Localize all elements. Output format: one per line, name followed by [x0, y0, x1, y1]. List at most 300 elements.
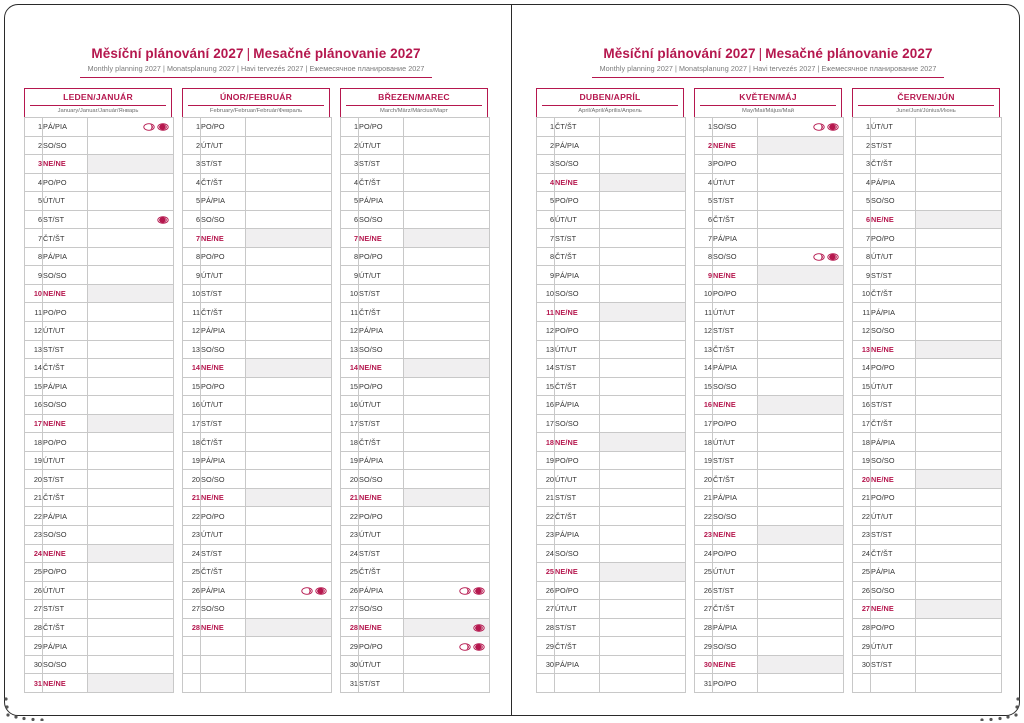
- day-name: ÚT/UT: [201, 526, 246, 545]
- day-name: SO/SO: [871, 322, 916, 341]
- day-note-field[interactable]: [246, 396, 332, 415]
- day-note-field[interactable]: [88, 229, 174, 248]
- day-note-field[interactable]: [600, 173, 686, 192]
- day-note-field[interactable]: [88, 396, 174, 415]
- day-name: ČT/ŠT: [871, 544, 916, 563]
- day-note-field[interactable]: [600, 488, 686, 507]
- table-row-empty: [537, 674, 686, 693]
- day-note-field[interactable]: [88, 618, 174, 637]
- day-note-field[interactable]: [88, 377, 174, 396]
- day-note-field[interactable]: [88, 414, 174, 433]
- day-note-field[interactable]: [404, 451, 490, 470]
- day-note-field[interactable]: [600, 377, 686, 396]
- day-note-field[interactable]: [916, 414, 1002, 433]
- table-row: [695, 136, 844, 155]
- day-number: 4: [25, 173, 43, 192]
- day-note-field[interactable]: [88, 173, 174, 192]
- day-note-field[interactable]: [916, 618, 1002, 637]
- day-note-field[interactable]: [88, 266, 174, 285]
- day-note-field[interactable]: [600, 284, 686, 303]
- day-note-field[interactable]: [88, 600, 174, 619]
- day-note-field[interactable]: [758, 229, 844, 248]
- day-note-field[interactable]: [916, 451, 1002, 470]
- day-note-field[interactable]: [600, 229, 686, 248]
- day-note-field[interactable]: [758, 284, 844, 303]
- table-row: [853, 266, 1002, 285]
- day-name: SO/SO: [359, 470, 404, 489]
- day-note-field[interactable]: [404, 600, 490, 619]
- day-number: 4: [537, 173, 555, 192]
- day-note-field[interactable]: [246, 507, 332, 526]
- day-note-field[interactable]: [758, 618, 844, 637]
- day-number: 7: [25, 229, 43, 248]
- day-note-field[interactable]: [88, 470, 174, 489]
- day-note-field[interactable]: [758, 451, 844, 470]
- day-note-field[interactable]: [916, 173, 1002, 192]
- table-row: [853, 377, 1002, 396]
- day-number: 18: [695, 433, 713, 452]
- day-number: 11: [853, 303, 871, 322]
- day-note-field[interactable]: [758, 322, 844, 341]
- day-note-field[interactable]: [246, 359, 332, 378]
- day-name: ÚT/UT: [713, 173, 758, 192]
- day-note-field[interactable]: [600, 655, 686, 674]
- day-note-field[interactable]: [600, 303, 686, 322]
- day-note-field[interactable]: [246, 470, 332, 489]
- day-note-field[interactable]: [404, 618, 490, 637]
- day-note-field[interactable]: [758, 396, 844, 415]
- day-note-field[interactable]: [916, 284, 1002, 303]
- day-note-field[interactable]: [600, 340, 686, 359]
- day-note-field[interactable]: [404, 526, 490, 545]
- day-note-field[interactable]: [246, 266, 332, 285]
- day-note-field[interactable]: [246, 563, 332, 582]
- day-note-field[interactable]: [88, 136, 174, 155]
- day-note-field[interactable]: [246, 303, 332, 322]
- day-note-field[interactable]: [404, 637, 490, 656]
- day-note-field[interactable]: [600, 451, 686, 470]
- day-number: 20: [183, 470, 201, 489]
- day-note-field[interactable]: [246, 655, 332, 674]
- day-note-field[interactable]: [404, 284, 490, 303]
- day-note-field[interactable]: [758, 118, 844, 137]
- day-note-field[interactable]: [88, 210, 174, 229]
- day-note-field[interactable]: [246, 488, 332, 507]
- table-row: [183, 507, 332, 526]
- title-divider-right: [592, 77, 944, 78]
- day-note-field[interactable]: [916, 526, 1002, 545]
- day-note-field[interactable]: [404, 155, 490, 174]
- day-note-field[interactable]: [88, 637, 174, 656]
- day-number: 10: [183, 284, 201, 303]
- day-name: PÁ/PIA: [43, 507, 88, 526]
- day-number: 3: [537, 155, 555, 174]
- day-note-field[interactable]: [246, 433, 332, 452]
- table-row: [183, 359, 332, 378]
- table-row: [25, 303, 174, 322]
- day-note-field[interactable]: [404, 118, 490, 137]
- table-row: [183, 544, 332, 563]
- day-number: 5: [25, 192, 43, 211]
- day-note-field[interactable]: [916, 155, 1002, 174]
- day-note-field[interactable]: [246, 192, 332, 211]
- day-note-field[interactable]: [600, 396, 686, 415]
- day-note-field[interactable]: [758, 173, 844, 192]
- day-note-field[interactable]: [246, 322, 332, 341]
- day-note-field[interactable]: [916, 359, 1002, 378]
- table-row: [853, 544, 1002, 563]
- day-note-field[interactable]: [600, 526, 686, 545]
- table-row: [537, 470, 686, 489]
- day-note-field[interactable]: [758, 544, 844, 563]
- day-note-field[interactable]: [758, 192, 844, 211]
- day-note-field[interactable]: [404, 210, 490, 229]
- day-note-field[interactable]: [758, 637, 844, 656]
- day-number: 14: [183, 359, 201, 378]
- table-row: [183, 451, 332, 470]
- day-note-field[interactable]: [88, 563, 174, 582]
- day-name: SO/SO: [713, 507, 758, 526]
- day-note-field[interactable]: [88, 526, 174, 545]
- day-note-field[interactable]: [758, 674, 844, 693]
- day-note-field[interactable]: [246, 155, 332, 174]
- day-note-field[interactable]: [600, 674, 686, 693]
- table-row: [853, 192, 1002, 211]
- day-note-field[interactable]: [916, 488, 1002, 507]
- day-name: SO/SO: [201, 470, 246, 489]
- day-name: PÁ/PIA: [555, 396, 600, 415]
- day-name: PO/PO: [359, 118, 404, 137]
- month-name: ÚNOR/FEBRUÁR: [219, 92, 293, 102]
- day-note-field[interactable]: [758, 136, 844, 155]
- table-row: [341, 359, 490, 378]
- day-note-field[interactable]: [246, 118, 332, 137]
- day-number: [183, 674, 201, 693]
- day-note-field[interactable]: [916, 118, 1002, 137]
- day-note-field[interactable]: [246, 284, 332, 303]
- day-note-field[interactable]: [600, 433, 686, 452]
- day-note-field[interactable]: [404, 396, 490, 415]
- day-note-field[interactable]: [404, 377, 490, 396]
- day-note-field[interactable]: [758, 266, 844, 285]
- table-row: [341, 674, 490, 693]
- day-note-field[interactable]: [600, 210, 686, 229]
- day-note-field[interactable]: [88, 155, 174, 174]
- day-name: NE/NE: [43, 414, 88, 433]
- moon-phase-group: [811, 252, 839, 261]
- day-name: ÚT/UT: [43, 451, 88, 470]
- day-note-field[interactable]: [88, 674, 174, 693]
- day-note-field[interactable]: [404, 192, 490, 211]
- day-note-field[interactable]: [88, 192, 174, 211]
- month-header-divider: [346, 105, 482, 106]
- day-note-field[interactable]: [404, 544, 490, 563]
- day-number: 8: [695, 247, 713, 266]
- day-note-field[interactable]: [246, 544, 332, 563]
- day-name: SO/SO: [713, 118, 758, 137]
- day-note-field[interactable]: [246, 210, 332, 229]
- day-note-field[interactable]: [88, 340, 174, 359]
- day-note-field[interactable]: [916, 210, 1002, 229]
- day-note-field[interactable]: [600, 581, 686, 600]
- full-moon-icon: [459, 643, 471, 651]
- day-name: SO/SO: [713, 637, 758, 656]
- day-note-field[interactable]: [404, 414, 490, 433]
- day-note-field[interactable]: [246, 581, 332, 600]
- day-note-field[interactable]: [916, 600, 1002, 619]
- day-note-field[interactable]: [758, 433, 844, 452]
- new-moon-icon: [315, 587, 327, 595]
- table-row: [537, 600, 686, 619]
- day-note-field[interactable]: [246, 414, 332, 433]
- day-name: ČT/ŠT: [871, 284, 916, 303]
- day-note-field[interactable]: [88, 507, 174, 526]
- day-note-field[interactable]: [88, 655, 174, 674]
- table-row: [341, 173, 490, 192]
- day-note-field[interactable]: [916, 507, 1002, 526]
- table-row: [341, 210, 490, 229]
- day-note-field[interactable]: [88, 359, 174, 378]
- day-name: NE/NE: [359, 359, 404, 378]
- day-note-field[interactable]: [916, 377, 1002, 396]
- day-note-field[interactable]: [246, 618, 332, 637]
- day-note-field[interactable]: [88, 247, 174, 266]
- table-row: [25, 655, 174, 674]
- day-note-field[interactable]: [246, 229, 332, 248]
- day-name: ČT/ŠT: [871, 155, 916, 174]
- day-note-field[interactable]: [758, 600, 844, 619]
- day-name: NE/NE: [555, 563, 600, 582]
- day-note-field[interactable]: [404, 655, 490, 674]
- month-block: [340, 88, 488, 693]
- month-day-table: [24, 117, 174, 693]
- day-note-field[interactable]: [404, 247, 490, 266]
- day-note-field[interactable]: [404, 266, 490, 285]
- day-note-field[interactable]: [600, 322, 686, 341]
- table-row: [853, 581, 1002, 600]
- day-note-field[interactable]: [88, 451, 174, 470]
- day-note-field[interactable]: [600, 600, 686, 619]
- day-number: 27: [25, 600, 43, 619]
- day-note-field[interactable]: [600, 192, 686, 211]
- day-note-field[interactable]: [916, 581, 1002, 600]
- day-note-field[interactable]: [758, 210, 844, 229]
- day-number: 1: [25, 118, 43, 137]
- table-row: [695, 655, 844, 674]
- day-note-field[interactable]: [404, 303, 490, 322]
- table-row: [853, 284, 1002, 303]
- day-note-field[interactable]: [88, 284, 174, 303]
- table-row: [537, 655, 686, 674]
- day-name: NE/NE: [713, 136, 758, 155]
- day-note-field[interactable]: [916, 229, 1002, 248]
- day-note-field[interactable]: [246, 247, 332, 266]
- day-name: NE/NE: [43, 544, 88, 563]
- day-note-field[interactable]: [88, 488, 174, 507]
- day-note-field[interactable]: [600, 563, 686, 582]
- day-name: PÁ/PIA: [713, 488, 758, 507]
- day-note-field[interactable]: [916, 192, 1002, 211]
- day-number: 8: [341, 247, 359, 266]
- day-name: PO/PO: [43, 433, 88, 452]
- day-note-field[interactable]: [916, 247, 1002, 266]
- day-name: SO/SO: [43, 266, 88, 285]
- day-note-field[interactable]: [600, 266, 686, 285]
- table-row: [341, 377, 490, 396]
- day-note-field[interactable]: [600, 470, 686, 489]
- day-note-field[interactable]: [246, 637, 332, 656]
- day-note-field[interactable]: [758, 303, 844, 322]
- day-note-field[interactable]: [404, 340, 490, 359]
- day-note-field[interactable]: [916, 544, 1002, 563]
- table-row: [537, 414, 686, 433]
- day-note-field[interactable]: [916, 136, 1002, 155]
- day-number: 13: [183, 340, 201, 359]
- table-row: [537, 507, 686, 526]
- day-number: 8: [25, 247, 43, 266]
- day-note-field[interactable]: [916, 563, 1002, 582]
- day-note-field[interactable]: [246, 600, 332, 619]
- day-note-field[interactable]: [246, 173, 332, 192]
- table-row: [341, 544, 490, 563]
- day-name: SO/SO: [555, 284, 600, 303]
- month-name: KVĚTEN/MÁJ: [739, 92, 797, 102]
- day-name: PO/PO: [871, 229, 916, 248]
- day-note-field[interactable]: [246, 674, 332, 693]
- day-name: PÁ/PIA: [555, 136, 600, 155]
- day-number: 26: [183, 581, 201, 600]
- day-note-field[interactable]: [600, 618, 686, 637]
- day-note-field[interactable]: [758, 359, 844, 378]
- day-note-field[interactable]: [600, 155, 686, 174]
- table-row: [341, 655, 490, 674]
- day-note-field[interactable]: [246, 136, 332, 155]
- table-row: [695, 526, 844, 545]
- day-note-field[interactable]: [916, 637, 1002, 656]
- day-note-field[interactable]: [916, 655, 1002, 674]
- table-row: [183, 563, 332, 582]
- day-note-field[interactable]: [758, 581, 844, 600]
- day-note-field[interactable]: [88, 303, 174, 322]
- month-header: [536, 88, 684, 117]
- day-note-field[interactable]: [88, 581, 174, 600]
- table-row: [25, 284, 174, 303]
- day-note-field[interactable]: [758, 340, 844, 359]
- day-note-field[interactable]: [600, 136, 686, 155]
- month-header-divider: [542, 105, 678, 106]
- table-row: [341, 136, 490, 155]
- new-moon-icon: [473, 587, 485, 595]
- day-note-field[interactable]: [88, 544, 174, 563]
- day-note-field[interactable]: [246, 340, 332, 359]
- table-row: [25, 377, 174, 396]
- day-name: PO/PO: [43, 563, 88, 582]
- day-note-field[interactable]: [916, 470, 1002, 489]
- day-name: NE/NE: [201, 229, 246, 248]
- month-name-translations: April/April/Április/Апрель: [578, 108, 642, 114]
- table-row: [853, 526, 1002, 545]
- day-note-field[interactable]: [758, 414, 844, 433]
- day-name: ST/ST: [43, 470, 88, 489]
- day-name: SO/SO: [359, 340, 404, 359]
- day-number: 24: [695, 544, 713, 563]
- day-number: 23: [25, 526, 43, 545]
- table-row: [25, 173, 174, 192]
- day-number: 19: [183, 451, 201, 470]
- day-name: NE/NE: [201, 359, 246, 378]
- day-note-field[interactable]: [404, 563, 490, 582]
- day-note-field[interactable]: [758, 155, 844, 174]
- day-note-field[interactable]: [404, 359, 490, 378]
- day-note-field[interactable]: [404, 322, 490, 341]
- day-note-field[interactable]: [916, 266, 1002, 285]
- day-note-field[interactable]: [758, 655, 844, 674]
- table-row: [183, 303, 332, 322]
- new-moon-icon: [827, 253, 839, 261]
- day-note-field[interactable]: [404, 229, 490, 248]
- day-note-field[interactable]: [600, 507, 686, 526]
- day-note-field[interactable]: [758, 563, 844, 582]
- day-note-field[interactable]: [916, 396, 1002, 415]
- day-note-field[interactable]: [88, 118, 174, 137]
- day-note-field[interactable]: [404, 488, 490, 507]
- day-note-field[interactable]: [88, 322, 174, 341]
- day-note-field[interactable]: [88, 433, 174, 452]
- day-note-field[interactable]: [916, 674, 1002, 693]
- month-header: [852, 88, 1000, 117]
- day-note-field[interactable]: [404, 136, 490, 155]
- day-note-field[interactable]: [916, 340, 1002, 359]
- day-name: NE/NE: [871, 470, 916, 489]
- day-note-field[interactable]: [404, 507, 490, 526]
- table-row: [341, 155, 490, 174]
- day-note-field[interactable]: [404, 470, 490, 489]
- day-number: 17: [537, 414, 555, 433]
- table-row: [183, 526, 332, 545]
- day-number: 23: [853, 526, 871, 545]
- day-note-field[interactable]: [758, 377, 844, 396]
- day-note-field[interactable]: [404, 173, 490, 192]
- day-note-field[interactable]: [758, 247, 844, 266]
- day-note-field[interactable]: [916, 303, 1002, 322]
- day-note-field[interactable]: [600, 544, 686, 563]
- day-note-field[interactable]: [758, 488, 844, 507]
- table-row: [341, 229, 490, 248]
- day-note-field[interactable]: [600, 247, 686, 266]
- day-number: 2: [341, 136, 359, 155]
- day-number: 11: [25, 303, 43, 322]
- day-note-field[interactable]: [916, 433, 1002, 452]
- day-note-field[interactable]: [246, 377, 332, 396]
- table-row: [695, 359, 844, 378]
- day-note-field[interactable]: [404, 433, 490, 452]
- day-note-field[interactable]: [404, 581, 490, 600]
- day-note-field[interactable]: [600, 637, 686, 656]
- day-note-field[interactable]: [600, 118, 686, 137]
- day-note-field[interactable]: [246, 451, 332, 470]
- day-note-field[interactable]: [246, 526, 332, 545]
- day-number: 31: [695, 674, 713, 693]
- day-note-field[interactable]: [916, 322, 1002, 341]
- day-note-field[interactable]: [758, 470, 844, 489]
- day-note-field[interactable]: [758, 526, 844, 545]
- day-note-field[interactable]: [758, 507, 844, 526]
- day-name: ČT/ŠT: [359, 303, 404, 322]
- day-note-field[interactable]: [600, 359, 686, 378]
- day-name: PO/PO: [201, 247, 246, 266]
- day-note-field[interactable]: [404, 674, 490, 693]
- day-note-field[interactable]: [600, 414, 686, 433]
